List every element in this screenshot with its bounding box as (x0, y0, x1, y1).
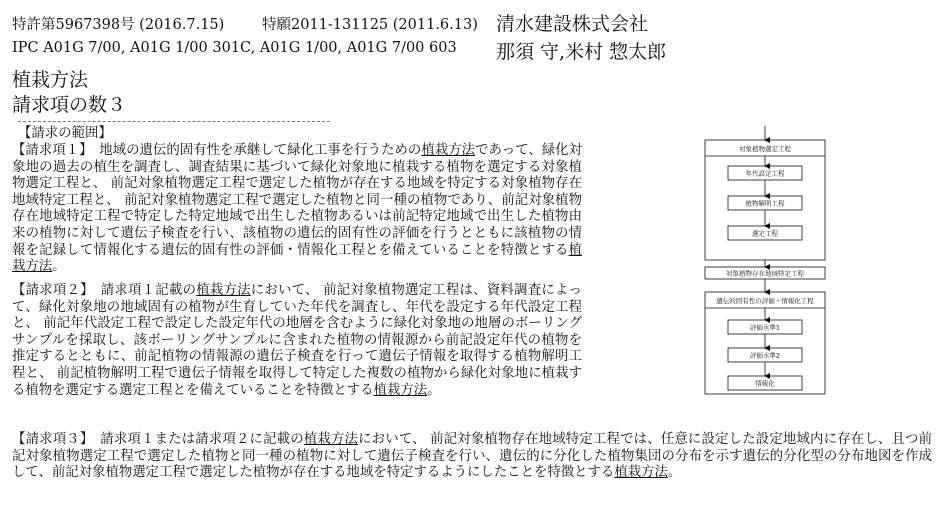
claim-2-term-link-end[interactable]: 植栽方法 (373, 382, 428, 398)
flow-step-eval1: 評価水準1 (749, 323, 781, 332)
patent-number: 特許第5967398号 (2016.7.15) (12, 17, 225, 33)
claim-1-term-link[interactable]: 植栽方法 (421, 143, 476, 158)
claims-count: 請求項の数３ (12, 94, 127, 116)
flow-group-evaluation-label: 遺伝的固有性の評価・情報化工程 (716, 297, 814, 305)
claim-3-text: において、 前記対象植物存在地域特定工程では、任意に設定した設定地域内に存在し、且つ前記対象植物選定工程で選定した植物と同一種の植物に対して遺伝子検査を行い、遺伝的に分化した植物集団の分布を示す遺伝的分化型の分布地図を作成して、前記対象植物選定工程で選定した植物が存在する地域を特定するようにしたことを特徴とする (12, 432, 932, 481)
claim-3 (12, 432, 932, 482)
claim-3-term-link-end[interactable]: 植栽方法 (614, 465, 668, 481)
process-flowchart (694, 122, 844, 422)
dashed-divider (18, 121, 330, 122)
flow-step-plant: 植物解明工程 (745, 199, 785, 208)
invention-title: 植栽方法 (12, 69, 89, 91)
claim-1 (12, 143, 582, 276)
flow-step-year: 年代設定工程 (745, 169, 785, 178)
ipc-classification: IPC A01G 7/00, A01G 1/00 301C, A01G 1/00, A01G 7/00 603 (12, 40, 457, 56)
applicant-company: 清水建設株式会社 (496, 13, 649, 35)
claims-heading: 【請求の範囲】 (18, 126, 112, 141)
flow-group-selection-label: 対象植物選定工程 (739, 145, 791, 153)
claim-3-period: 。 (667, 465, 682, 481)
application-number: 特願2011-131125 (2011.6.13) (262, 17, 478, 33)
claim-2-label: 【請求項２】 (12, 283, 88, 298)
claim-3-text-start: 請求項１または請求項２に記載の (86, 432, 304, 447)
claim-2 (12, 283, 582, 399)
claim-1-label: 【請求項１】 (12, 143, 86, 158)
claim-2-text-start: 請求項１記載の (87, 283, 197, 298)
flow-step-region: 対象植物存在地域特定工程 (726, 269, 804, 278)
claim-1-text-start: 地域の遺伝的固有性を承継して緑化工事を行うための (85, 143, 422, 158)
inventors: 那須 守,米村 惣太郎 (496, 41, 667, 63)
claim-2-period: 。 (427, 382, 441, 398)
claim-3-label: 【請求項３】 (12, 432, 87, 447)
claim-1-term-link-end[interactable]: 植栽方法 (12, 242, 582, 275)
flow-step-info: 情報化 (755, 379, 775, 388)
claim-3-term-link[interactable]: 植栽方法 (303, 432, 359, 447)
claim-2-term-link[interactable]: 植栽方法 (196, 283, 251, 298)
claim-1-text: であって、緑化対象地の過去の植生を調査し、調査結果に基づいて緑化対象地に植栽する植物を選定する対象植物選定工程と、 前記対象植物選定工程で選定した植物が存在する地域を特定する対象植物存在地域特定工程と、 前記対象植物選定工程で選定した植物と同一種の植物であり、前記対象植物存在地域特定工程で特定した特定地域で出生した植物あるいは前記特定地域で出生した植物由来の植物に対して遺伝子検査を行い、該植物の遺伝的固有性の評価を行うとともに該植物の情報を記録して情報化する遺伝的固有性の評価・情報化工程とを備えていることを特徴とする (12, 143, 582, 258)
claim-2-text: において、 前記対象植物選定工程は、資料調査によって、緑化対象地の地域固有の植物が生育していた年代を調査し、年代を設定する年代設定工程と、 前記年代設定工程で設定した設定年代の地層を含むように緑化対象地の地層のボーリングサンプルを採取し、該ボーリングサンプルに含まれた植物の情報源から前記設定年代の植物を推定するとともに、前記植物の情報源の遺伝子検査を行って遺伝子情報を取得する植物解明工程と、 前記植物解明工程で遺伝子情報を取得して特定した複数の植物から緑化対象地に植栽する植物を選定する選定工程とを備えていることを特徴とする (12, 283, 583, 398)
flow-step-eval2: 評価水準2 (749, 351, 781, 360)
claim-1-period: 。 (52, 259, 66, 275)
flow-step-select: 選定工程 (752, 229, 778, 238)
